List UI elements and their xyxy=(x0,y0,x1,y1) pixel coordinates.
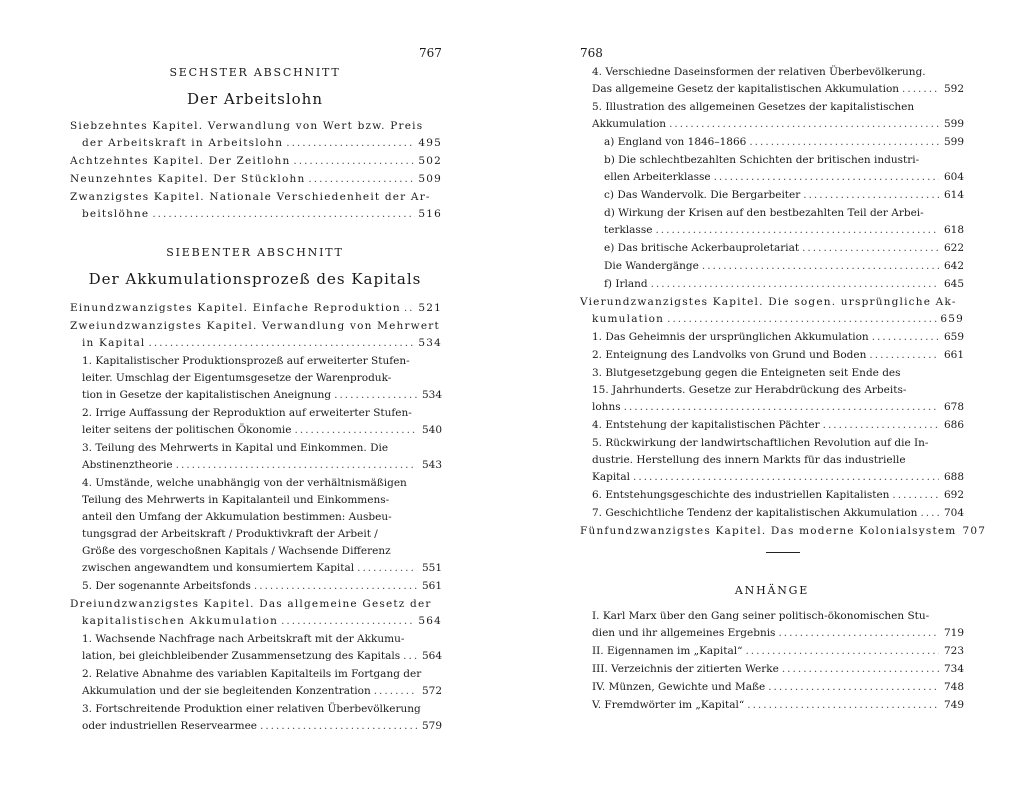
toc-entry-line xyxy=(82,492,442,509)
leader-dots xyxy=(624,399,939,416)
toc-entry-line xyxy=(70,118,442,135)
toc-entry-line xyxy=(592,399,964,416)
toc-entry-text: 4. Umstände, welche unabhängig von der verhältnismäßigen xyxy=(82,477,407,489)
toc-page-number: 749 xyxy=(943,699,964,711)
toc-entry xyxy=(580,258,964,275)
leader-dots xyxy=(286,135,415,152)
toc-entry-line xyxy=(604,169,964,186)
toc-entry xyxy=(70,405,442,439)
toc-entry xyxy=(580,643,964,660)
toc-entry xyxy=(580,417,964,434)
toc-entry xyxy=(580,347,964,364)
toc-section-7 xyxy=(70,300,442,736)
toc-page-number: 614 xyxy=(943,189,964,201)
toc-entry-text: 1. Kapitalistischer Produktionsprozeß auf erweiterter Stufen- xyxy=(82,355,410,367)
toc-entry xyxy=(580,240,964,257)
leader-dots xyxy=(869,347,939,364)
toc-page-number: 599 xyxy=(943,136,964,148)
leader-dots xyxy=(152,206,415,223)
toc-entry-line xyxy=(592,116,964,133)
toc-entry-text: kapitalistischen Akkumulation xyxy=(82,615,279,627)
toc-entry xyxy=(70,440,442,474)
toc-entry-text: terklasse xyxy=(604,224,653,236)
toc-entry-line xyxy=(70,596,442,613)
toc-page-number: 659 xyxy=(940,313,964,325)
toc-page-number: 579 xyxy=(421,720,442,732)
toc-entry-text: oder industriellen Reservearmee xyxy=(82,720,257,732)
toc-entry xyxy=(70,353,442,404)
toc-entry-line xyxy=(70,189,442,206)
toc-entry-line xyxy=(604,187,964,204)
leader-dots xyxy=(778,625,939,642)
toc-entry-text: 15. Jahrhunderts. Gesetze zur Herabdrückung des Arbeits- xyxy=(592,384,907,396)
toc-entry xyxy=(70,318,442,352)
toc-entry-line xyxy=(82,648,442,665)
leader-dots xyxy=(872,329,939,346)
toc-entry-line xyxy=(82,509,442,526)
toc-entry xyxy=(70,153,442,170)
toc-entry-text: dustrie. Herstellung des innern Markts für das industrielle xyxy=(592,454,906,466)
toc-entry-text: II. Eigennamen im „Kapital“ xyxy=(592,645,743,657)
toc-entry-line xyxy=(592,99,964,116)
toc-page-number: 686 xyxy=(943,419,964,431)
toc-entry-text: 2. Irrige Auffassung der Reproduktion auf erweiterter Stufen- xyxy=(82,407,412,419)
toc-page-number: 551 xyxy=(421,562,442,574)
toc-page-number: 642 xyxy=(943,260,964,272)
toc-entry-line xyxy=(82,631,442,648)
toc-entry-text: Siebzehntes Kapitel. Verwandlung von Wert bzw. Preis xyxy=(70,120,424,132)
page-number: 768 xyxy=(580,46,603,60)
toc-entry-text: c) Das Wandervolk. Die Bergarbeiter xyxy=(604,189,801,201)
toc-entry-text: Neunzehntes Kapitel. Der Stücklohn xyxy=(70,173,306,185)
section-label: SECHSTER ABSCHNITT xyxy=(169,66,341,79)
leader-dots xyxy=(374,683,417,700)
section-title: Der Akkumulationsprozeß des Kapitals xyxy=(88,270,422,288)
toc-entry-text: Kapital xyxy=(592,471,631,483)
toc-page-number: 502 xyxy=(418,155,442,167)
toc-entry-line xyxy=(592,679,964,696)
toc-entry xyxy=(580,608,964,642)
toc-entry-line xyxy=(580,311,964,328)
toc-entry-line xyxy=(604,258,964,275)
toc-page-number: 645 xyxy=(943,278,964,290)
toc-entry xyxy=(70,475,442,577)
toc-entry-text: Akkumulation und der sie begleitenden Konzentration xyxy=(82,685,371,697)
toc-entry-line xyxy=(592,505,964,522)
toc-page-number: 561 xyxy=(421,580,442,592)
toc-appendix xyxy=(580,608,964,715)
toc-entry-text: d) Wirkung der Krisen auf den bestbezahlten Teil der Arbei- xyxy=(604,207,924,219)
leader-dots xyxy=(714,169,939,186)
toc-entry xyxy=(580,435,964,486)
toc-page-number: 516 xyxy=(418,208,442,220)
toc-entry-line xyxy=(592,417,964,434)
toc-page-number: 707 xyxy=(962,525,987,537)
toc-page-number: 719 xyxy=(943,627,964,639)
toc-entry xyxy=(580,329,964,346)
leader-dots xyxy=(902,81,939,98)
toc-page-number: 521 xyxy=(418,302,442,314)
toc-entry-text: Achtzehntes Kapitel. Der Zeitlohn xyxy=(70,155,291,167)
toc-entry-line xyxy=(82,387,442,404)
toc-entry xyxy=(580,697,964,714)
toc-entry-text: ellen Arbeiterklasse xyxy=(604,171,711,183)
toc-entry xyxy=(580,294,964,328)
toc-page-number: 723 xyxy=(943,645,964,657)
leader-dots xyxy=(260,718,417,735)
toc-entry-text: beitslöhne xyxy=(82,208,150,220)
toc-entry xyxy=(70,118,442,152)
toc-page-number: 540 xyxy=(421,424,442,436)
toc-entry-line xyxy=(82,718,442,735)
toc-entry xyxy=(580,64,964,98)
toc-entry-text: 3. Teilung des Mehrwerts in Kapital und Einkommen. Die xyxy=(82,442,389,454)
toc-entry-text: 1. Das Geheimnis der ursprünglichen Akkumulation xyxy=(592,331,869,343)
toc-entry-line xyxy=(70,153,442,170)
leader-dots xyxy=(403,648,417,665)
toc-entry-text: Zwanzigstes Kapitel. Nationale Verschiedenheit der Ar- xyxy=(70,191,431,203)
toc-entry-text: f) Irland xyxy=(604,278,648,290)
toc-entry-line xyxy=(592,435,964,452)
toc-entry xyxy=(70,666,442,700)
toc-page-number: 704 xyxy=(943,507,964,519)
toc-entry-text: 2. Enteignung des Landvolks von Grund und Boden xyxy=(592,349,867,361)
toc-section-6 xyxy=(70,118,442,224)
toc-entry-line xyxy=(604,134,964,151)
toc-entry-line xyxy=(604,276,964,293)
toc-entry xyxy=(580,679,964,696)
toc-page-number: 678 xyxy=(943,401,964,413)
leader-dots xyxy=(254,578,417,595)
toc-entry-text: 7. Geschichtliche Tendenz der kapitalistischen Akkumulation xyxy=(592,507,918,519)
leader-dots xyxy=(357,560,417,577)
leader-dots xyxy=(747,697,939,714)
toc-entry-text: I. Karl Marx über den Gang seiner politisch-ökonomischen Stu- xyxy=(592,610,930,622)
page-number: 767 xyxy=(419,46,442,60)
toc-entry-text: Abstinenztheorie xyxy=(82,459,173,471)
toc-entry-text: Das allgemeine Gesetz der kapitalistischen Akkumulation xyxy=(592,83,900,95)
toc-entry-text: b) Die schlechtbezahlten Schichten der britischen industri- xyxy=(604,154,920,166)
toc-entry xyxy=(70,189,442,223)
toc-page-number: 599 xyxy=(943,118,964,130)
toc-entry-text: dien und ihr allgemeines Ergebnis xyxy=(592,627,776,639)
toc-page-number: 734 xyxy=(943,663,964,675)
toc-entry-line xyxy=(70,318,442,335)
toc-entry xyxy=(580,187,964,204)
toc-entry xyxy=(580,365,964,416)
toc-entry-text: anteil den Umfang der Akkumulation bestimmen: Ausbeu- xyxy=(82,511,392,523)
toc-entry-line xyxy=(592,469,964,486)
toc-entry-text: zwischen angewandtem und konsumiertem Kapital xyxy=(82,562,355,574)
toc-entry-line xyxy=(604,240,964,257)
toc-entry-text: 2. Relative Abnahme des variablen Kapitalteils im Fortgang der xyxy=(82,668,422,680)
toc-entry xyxy=(580,523,987,540)
toc-entry-line xyxy=(82,405,442,422)
toc-entry-line xyxy=(70,206,442,223)
toc-page-number: 592 xyxy=(943,83,964,95)
toc-entry-text: tungsgrad der Arbeitskraft / Produktivkraft der Arbeit / xyxy=(82,528,378,540)
leader-dots xyxy=(651,276,939,293)
leader-dots xyxy=(176,457,417,474)
toc-entry-line xyxy=(592,697,964,714)
toc-entry-line xyxy=(82,370,442,387)
leader-dots xyxy=(633,469,939,486)
toc-entry-text: a) England von 1846–1866 xyxy=(604,136,747,148)
toc-page-number: 534 xyxy=(418,337,442,349)
toc-entry-line xyxy=(70,300,442,317)
toc-entry-text: der Arbeitskraft in Arbeitslohn xyxy=(82,137,284,149)
toc-entry xyxy=(580,134,964,151)
leader-dots xyxy=(334,387,417,404)
toc-entry-line xyxy=(592,64,964,81)
toc-entry xyxy=(580,487,964,504)
right-page xyxy=(512,0,1024,787)
toc-entry-line xyxy=(82,666,442,683)
leader-dots xyxy=(281,613,415,630)
toc-entry xyxy=(70,578,442,595)
leader-dots xyxy=(293,153,415,170)
appendix-label: ANHÄNGE xyxy=(734,584,810,597)
toc-entry-line xyxy=(82,440,442,457)
leader-dots xyxy=(655,222,939,239)
toc-entry-text: 4. Verschiedne Daseinsformen der relativen Überbevölkerung. xyxy=(592,66,926,78)
toc-entry-text: Dreiundzwanzigstes Kapitel. Das allgemeine Gesetz der xyxy=(70,598,432,610)
toc-entry-text: Größe des vorgeschoßnen Kapitals / Wachsende Differenz xyxy=(82,545,391,557)
toc-entry-line xyxy=(70,335,442,352)
toc-page-number: 534 xyxy=(421,389,442,401)
toc-entry xyxy=(580,505,964,522)
leader-dots xyxy=(768,679,939,696)
toc-entry-line xyxy=(82,422,442,439)
toc-page-number: 495 xyxy=(418,137,442,149)
toc-entry-text: Zweiundzwanzigstes Kapitel. Verwandlung von Mehrwert xyxy=(70,320,440,332)
toc-entry-line xyxy=(82,457,442,474)
toc-entry-text: kumulation xyxy=(592,313,665,325)
toc-page-number: 618 xyxy=(943,224,964,236)
toc-page-number: 564 xyxy=(418,615,442,627)
toc-entry xyxy=(70,300,442,317)
toc-page-number: 572 xyxy=(421,685,442,697)
toc-entry-text: 3. Fortschreitende Produktion einer relativen Überbevölkerung xyxy=(82,703,421,715)
toc-entry-text: 3. Blutgesetzgebung gegen die Enteigneten seit Ende des xyxy=(592,367,901,379)
toc-entry-text: in Kapital xyxy=(82,337,146,349)
toc-entry-line xyxy=(70,135,442,152)
toc-entry-text: lation, bei gleichbleibender Zusammensetzung des Kapitals xyxy=(82,650,401,662)
section-title: Der Arbeitslohn xyxy=(187,90,323,108)
toc-entry xyxy=(580,661,964,678)
leader-dots xyxy=(749,134,939,151)
toc-page-number: 564 xyxy=(421,650,442,662)
toc-entry xyxy=(70,701,442,735)
toc-entry-line xyxy=(592,347,964,364)
toc-entry-text: Teilung des Mehrwerts in Kapitalanteil und Einkommens- xyxy=(82,494,390,506)
toc-entry-line xyxy=(592,81,964,98)
leader-dots xyxy=(148,335,415,352)
toc-entry-line xyxy=(592,661,964,678)
toc-entry-line xyxy=(70,613,442,630)
toc-entry-text: 5. Der sogenannte Arbeitsfonds xyxy=(82,580,251,592)
toc-entry xyxy=(580,152,964,186)
toc-entry xyxy=(70,596,442,630)
toc-page-number: 509 xyxy=(418,173,442,185)
toc-entry-line xyxy=(592,365,964,382)
toc-entry-line xyxy=(70,171,442,188)
toc-page-number: 688 xyxy=(943,471,964,483)
toc-entry-text: III. Verzeichnis der zitierten Werke xyxy=(592,663,779,675)
toc-page-number: 661 xyxy=(943,349,964,361)
leader-dots xyxy=(669,116,939,133)
toc-entry xyxy=(580,99,964,133)
toc-entry-line xyxy=(82,353,442,370)
toc-entry-text: leiter. Umschlag der Eigentumsgesetze der Warenproduk- xyxy=(82,372,392,384)
toc-entry-line xyxy=(82,683,442,700)
toc-entry-line xyxy=(604,205,964,222)
toc-entry-text: leiter seitens der politischen Ökonomie xyxy=(82,424,292,436)
toc-entry-line xyxy=(580,294,964,311)
toc-entry-line xyxy=(82,526,442,543)
toc-entry xyxy=(580,205,964,239)
toc-entry-text: tion in Gesetze der kapitalistischen Aneignung xyxy=(82,389,332,401)
leader-dots xyxy=(892,487,939,504)
divider-rule xyxy=(766,552,800,553)
toc-entry-text: 6. Entstehungsgeschichte des industriellen Kapitalisten xyxy=(592,489,890,501)
toc-entry-text: lohns xyxy=(592,401,621,413)
toc-entry-text: 5. Illustration des allgemeinen Gesetzes der kapitalistischen xyxy=(592,101,915,113)
toc-entry-line xyxy=(592,625,964,642)
toc-entry-line xyxy=(592,329,964,346)
toc-entry-text: Akkumulation xyxy=(592,118,667,130)
leader-dots xyxy=(823,417,939,434)
toc-entry-line xyxy=(592,643,964,660)
leader-dots xyxy=(294,422,417,439)
toc-entry-line xyxy=(592,487,964,504)
toc-entry xyxy=(580,276,964,293)
toc-entry-text: Vierundzwanzigstes Kapitel. Die sogen. ursprüngliche Ak- xyxy=(580,296,957,308)
toc-entry-text: e) Das britische Ackerbauproletariat xyxy=(604,242,800,254)
toc-entry xyxy=(70,631,442,665)
leader-dots xyxy=(667,311,937,328)
leader-dots xyxy=(404,300,416,317)
toc-page-number: 692 xyxy=(943,489,964,501)
leader-dots xyxy=(782,661,939,678)
toc-page-number: 543 xyxy=(421,459,442,471)
toc-page-number: 748 xyxy=(943,681,964,693)
toc-entry-text: 1. Wachsende Nachfrage nach Arbeitskraft mit der Akkumu- xyxy=(82,633,405,645)
toc-entry-text: 5. Rückwirkung der landwirtschaftlichen Revolution auf die In- xyxy=(592,437,929,449)
toc-entry-line xyxy=(592,452,964,469)
toc-entry-line xyxy=(604,152,964,169)
toc-entry-line xyxy=(82,560,442,577)
toc-page-number: 604 xyxy=(943,171,964,183)
toc-entry-line xyxy=(580,523,987,540)
leader-dots xyxy=(745,643,939,660)
leader-dots xyxy=(702,258,939,275)
toc-entry-text: Fünfundzwanzigstes Kapitel. Das moderne Kolonialsystem xyxy=(580,525,957,537)
toc-page-number: 659 xyxy=(943,331,964,343)
leader-dots xyxy=(802,240,939,257)
toc-entry-text: 4. Entstehung der kapitalistischen Pächter xyxy=(592,419,820,431)
toc-entry-text: Die Wandergänge xyxy=(604,260,699,272)
toc-entry-line xyxy=(82,475,442,492)
toc-entry-text: V. Fremdwörter im „Kapital“ xyxy=(592,699,745,711)
toc-entry-text: Einundzwanzigstes Kapitel. Einfache Reproduktion xyxy=(70,302,401,314)
toc-page-number: 622 xyxy=(943,242,964,254)
toc-entry xyxy=(70,171,442,188)
section-label: SIEBENTER ABSCHNITT xyxy=(166,246,344,259)
leader-dots xyxy=(803,187,939,204)
toc-entry-text: IV. Münzen, Gewichte und Maße xyxy=(592,681,766,693)
toc-entry-line xyxy=(82,543,442,560)
toc-continued xyxy=(580,64,987,541)
leader-dots xyxy=(308,171,415,188)
leader-dots xyxy=(920,505,939,522)
toc-entry-line xyxy=(592,382,964,399)
toc-entry-line xyxy=(82,578,442,595)
toc-entry-line xyxy=(592,608,964,625)
toc-entry-line xyxy=(604,222,964,239)
toc-entry-line xyxy=(82,701,442,718)
